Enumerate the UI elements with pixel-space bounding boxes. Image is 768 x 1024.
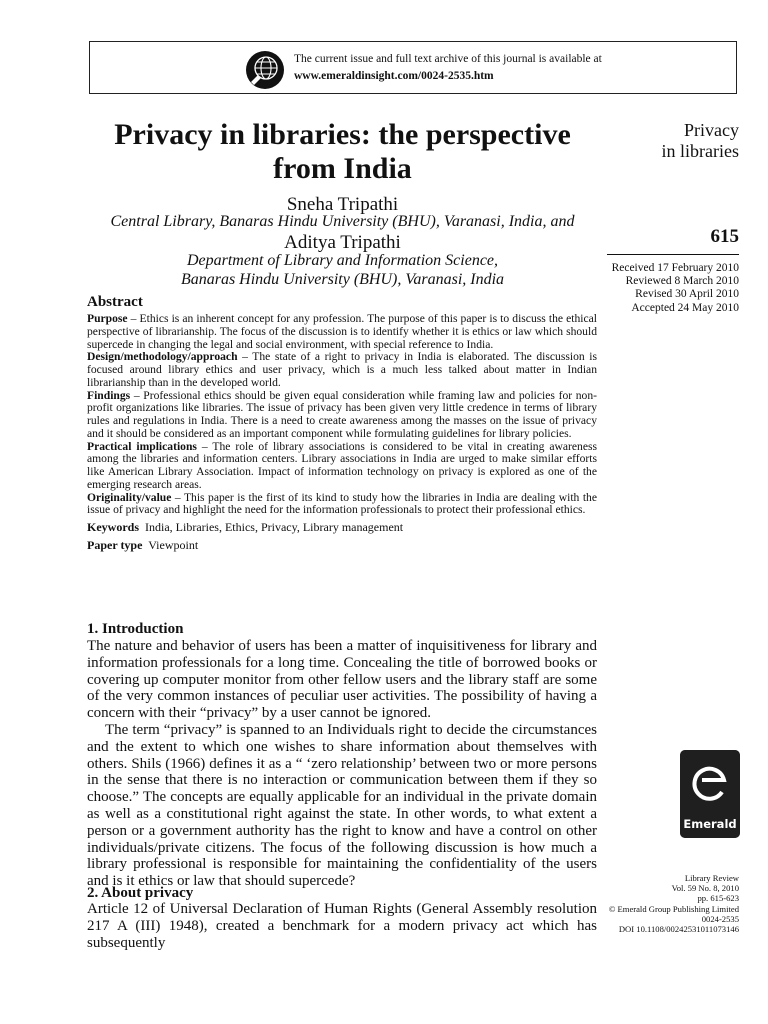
- revised-date: Revised 30 April 2010: [635, 288, 739, 301]
- about-privacy-paragraph-1: Article 12 of Universal Declaration of Human Rights (General Assembly resolution 217 A (III) 1948), created a benchmark for a modern privacy act which has subsequently: [87, 901, 597, 951]
- journal-access-box: [89, 41, 737, 94]
- accepted-date: Accepted 24 May 2010: [631, 301, 739, 314]
- originality-label: Originality/value: [87, 490, 172, 504]
- reviewed-date: Reviewed 8 March 2010: [625, 275, 739, 288]
- abstract-heading: Abstract: [87, 294, 143, 310]
- margin-divider: [607, 254, 739, 255]
- received-date: Received 17 February 2010: [611, 262, 739, 274]
- journal-volume: Vol. 59 No. 8, 2010: [671, 883, 739, 894]
- emerald-logo-text: Emerald: [683, 817, 737, 831]
- abstract-design: [87, 351, 597, 389]
- globe-icon: [245, 50, 285, 90]
- running-title-line-2: in libraries: [661, 141, 739, 161]
- submission-dates: [600, 262, 739, 315]
- journal-info: [600, 873, 739, 934]
- journal-pages: pp. 615-623: [697, 893, 739, 904]
- abstract-body: [87, 313, 597, 553]
- article-title: Privacy in libraries: the perspective from India: [114, 118, 571, 185]
- introduction-paragraph-2: The term “privacy” is spanned to an Individuals right to decide the circumstances and the extent to which one wishes to share information about themselves with others. Shils (1966) defines it as a “ ‘zero relationship’ between two or more persons in the sense that there is no interaction or communication between them if they so choose.” The concepts are equally applicable for an individual in the private domain as well as a constitutional right against the state. In other words, to what extent a person or a government authority has the right to know and have a control on other individuals/private citizens. The focus of the following discussion is how much a library professional is responsible for maintaining the confidentiality of the users and is it ethics or law that should supercede?: [87, 721, 597, 890]
- archive-notice: The current issue and full text archive of this journal is available at: [294, 53, 602, 65]
- affiliation-2-line-2: Banaras Hindu University (BHU), Varanasi, India: [180, 271, 505, 288]
- running-title-line-1: Privacy: [684, 120, 739, 140]
- purpose-text: – Ethics is an inherent concept for any profession. The purpose of this paper is to discuss the ethical perspective of librarianship. The focus of the discussion is to identify whether it is ethics or law which should supercede in changing the legal and social environment, with special reference to India.: [87, 312, 597, 351]
- journal-url-link[interactable]: www.emeraldinsight.com/0024-2535.htm: [294, 70, 494, 82]
- about-privacy-body: [87, 901, 597, 951]
- author-2: Aditya Tripathi: [284, 232, 401, 253]
- about-privacy-heading: 2. About privacy: [87, 885, 194, 901]
- page-number: 615: [710, 226, 739, 247]
- running-title: [610, 120, 739, 162]
- practical-label: Practical implications: [87, 439, 197, 453]
- design-text: – The state of a right to privacy in India is elaborated. The discussion is focused around library ethics and user privacy, which is a much less talked about matter in Indian librarianship than in the developed world.: [87, 350, 597, 389]
- practical-text: – The role of library associations is considered to be vital in creating awareness among the libraries and information centers. Library associations in India are urged to make similar efforts like American Library Association. Impact of information technology on privacy is explored as one of the emerging research areas.: [87, 439, 597, 491]
- design-label: Design/methodology/approach: [87, 350, 238, 364]
- findings-text: – Professional ethics should be given equal consideration while framing law and policies for non-profit organizations like libraries. The issue of privacy has been given very little credence in terms of library rules and regulations in India. There is a need to create awareness among the masses on the issue of privacy and it should be considered as an important component while formulating guidelines for library policies.: [87, 388, 597, 440]
- emerald-logo: [680, 750, 740, 838]
- keywords-line: [87, 520, 597, 535]
- purpose-label: Purpose: [87, 312, 128, 325]
- abstract-originality: [87, 492, 597, 518]
- abstract-practical: [87, 441, 597, 492]
- introduction-heading: 1. Introduction: [87, 621, 184, 637]
- introduction-paragraph-1: The nature and behavior of users has been a matter of inquisitiveness for library and information professionals for a long time. Concealing the title of borrowed books or covering up computer monitor from other fellow users and the library staff are some of the very common instances of peculiar user activities. The possibility of having a concern with their “privacy” by a user cannot be ignored.: [87, 638, 597, 722]
- author-1: Sneha Tripathi: [286, 194, 399, 215]
- keywords-text: India, Libraries, Ethics, Privacy, Library management: [145, 520, 404, 534]
- abstract-purpose: [87, 313, 597, 351]
- originality-text: – This paper is the first of its kind to study how the libraries in India are dealing with the issue of privacy and highlight the need for the information professionals to protect their professional ethics.: [87, 490, 597, 517]
- journal-doi: DOI 10.1108/00242531011073146: [618, 924, 739, 935]
- paper-type-text: Viewpoint: [148, 538, 199, 552]
- paper-type-label: Paper type: [87, 538, 143, 552]
- findings-label: Findings: [87, 388, 131, 402]
- keywords-label: Keywords: [87, 520, 139, 534]
- affiliation-1: Central Library, Banaras Hindu University (BHU), Varanasi, India, and: [110, 213, 575, 230]
- journal-issn: 0024-2535: [701, 913, 739, 924]
- abstract-findings: [87, 390, 597, 441]
- journal-name: Library Review: [684, 873, 739, 883]
- journal-copyright: © Emerald Group Publishing Limited: [608, 903, 739, 914]
- introduction-body: [87, 638, 597, 890]
- paper-type-line: [87, 538, 597, 553]
- affiliation-2-line-1: Department of Library and Information Science,: [186, 252, 499, 269]
